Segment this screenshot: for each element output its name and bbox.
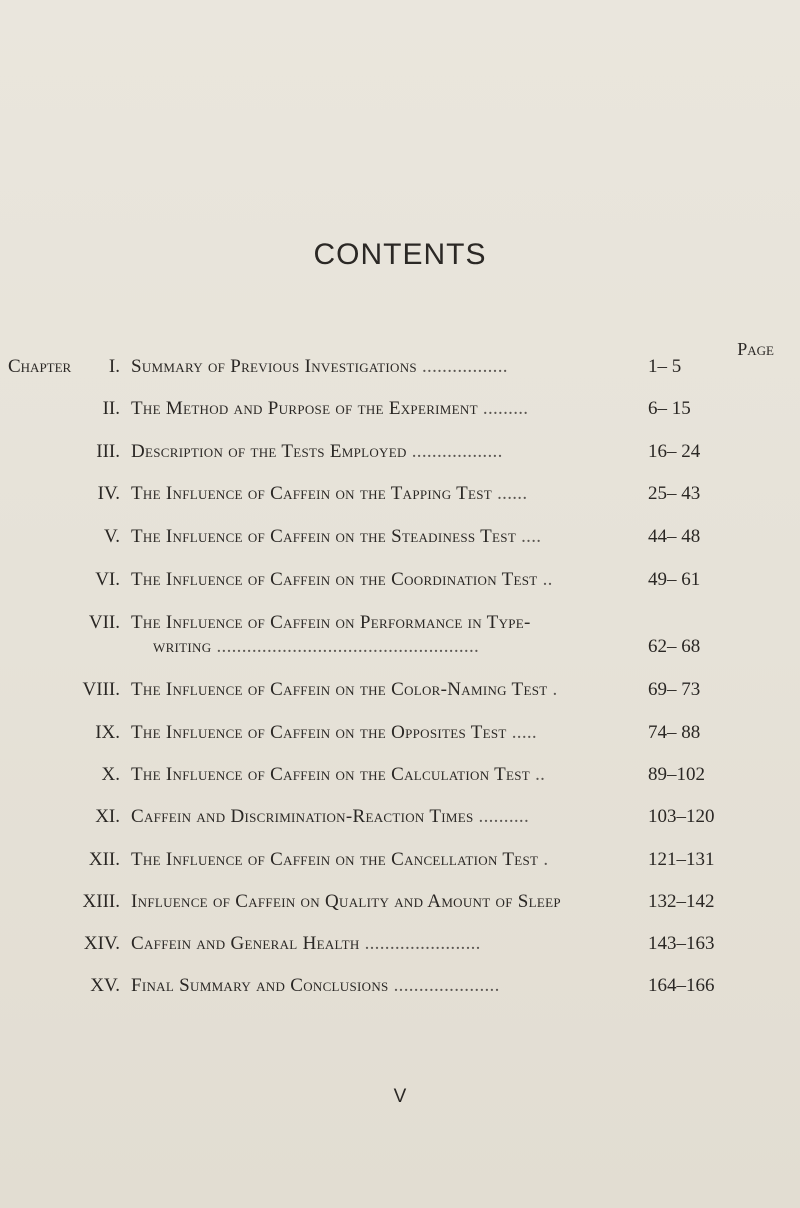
entry-title: The Influence of Caffein on the Tapping Test ...... <box>131 483 528 504</box>
entry-title: The Influence of Caffein on the Calculation Test .. <box>131 764 546 785</box>
chapter-number: III. <box>96 441 120 462</box>
entry-title: Description of the Tests Employed .................. <box>131 441 503 462</box>
chapter-number: XV. <box>90 975 120 996</box>
chapter-number: VIII. <box>82 679 120 700</box>
entry-title: The Influence of Caffein on the Opposites Test ..... <box>131 722 537 743</box>
entry-pages: 49– 61 <box>648 569 701 590</box>
entry-title: The Influence of Caffein on the Steadiness Test .... <box>131 526 542 547</box>
chapter-number: XIII. <box>82 891 120 912</box>
entry-title-continuation: writing .................................................... <box>153 636 480 657</box>
entry-pages: 6– 15 <box>648 398 691 419</box>
entry-pages: 89–102 <box>648 764 705 785</box>
entry-title: Caffein and Discrimination-Reaction Times .......... <box>131 806 530 827</box>
chapter-number: XIV. <box>83 933 120 954</box>
entry-title: Summary of Previous Investigations ................. <box>131 356 508 377</box>
entry-title: Caffein and General Health ....................... <box>131 933 481 954</box>
entry-title: The Influence of Caffein on the Color-Naming Test . <box>131 679 558 700</box>
entry-pages: 103–120 <box>648 806 715 827</box>
entry-pages: 132–142 <box>648 891 715 912</box>
page-title: CONTENTS <box>313 238 487 271</box>
page-folio: V <box>393 1086 407 1107</box>
entry-title: The Method and Purpose of the Experiment ......... <box>131 398 529 419</box>
chapter-number: IX. <box>95 722 120 743</box>
entry-pages: 1– 5 <box>648 356 682 377</box>
entry-pages: 16– 24 <box>648 441 701 462</box>
entry-pages: 74– 88 <box>648 722 701 743</box>
entry-pages: 69– 73 <box>648 679 701 700</box>
entry-title: Influence of Caffein on Quality and Amount of Sleep <box>131 891 561 912</box>
entry-title: The Influence of Caffein on the Cancellation Test . <box>131 849 549 870</box>
chapter-number: X. <box>101 764 120 785</box>
chapter-number: XI. <box>95 806 120 827</box>
entry-title: The Influence of Caffein on the Coordination Test .. <box>131 569 553 590</box>
entry-title: The Influence of Caffein on Performance in Type- <box>131 612 531 633</box>
entry-pages: 44– 48 <box>648 526 701 547</box>
entry-pages: 25– 43 <box>648 483 701 504</box>
chapter-number: I. <box>108 356 120 377</box>
chapter-number: VI. <box>95 569 120 590</box>
chapter-number: V. <box>103 526 120 547</box>
chapter-number: IV. <box>97 483 120 504</box>
chapter-number: XII. <box>88 849 120 870</box>
entry-pages: 121–131 <box>648 849 715 870</box>
chapter-number: II. <box>102 398 120 419</box>
entry-pages: 62– 68 <box>648 636 701 657</box>
entry-title: Final Summary and Conclusions ..................... <box>131 975 500 996</box>
chapter-label: Chapter <box>8 356 72 377</box>
page-column-header: Page <box>737 339 774 359</box>
chapter-number: VII. <box>88 612 120 633</box>
entry-pages: 164–166 <box>648 975 715 996</box>
entry-pages: 143–163 <box>648 933 715 954</box>
